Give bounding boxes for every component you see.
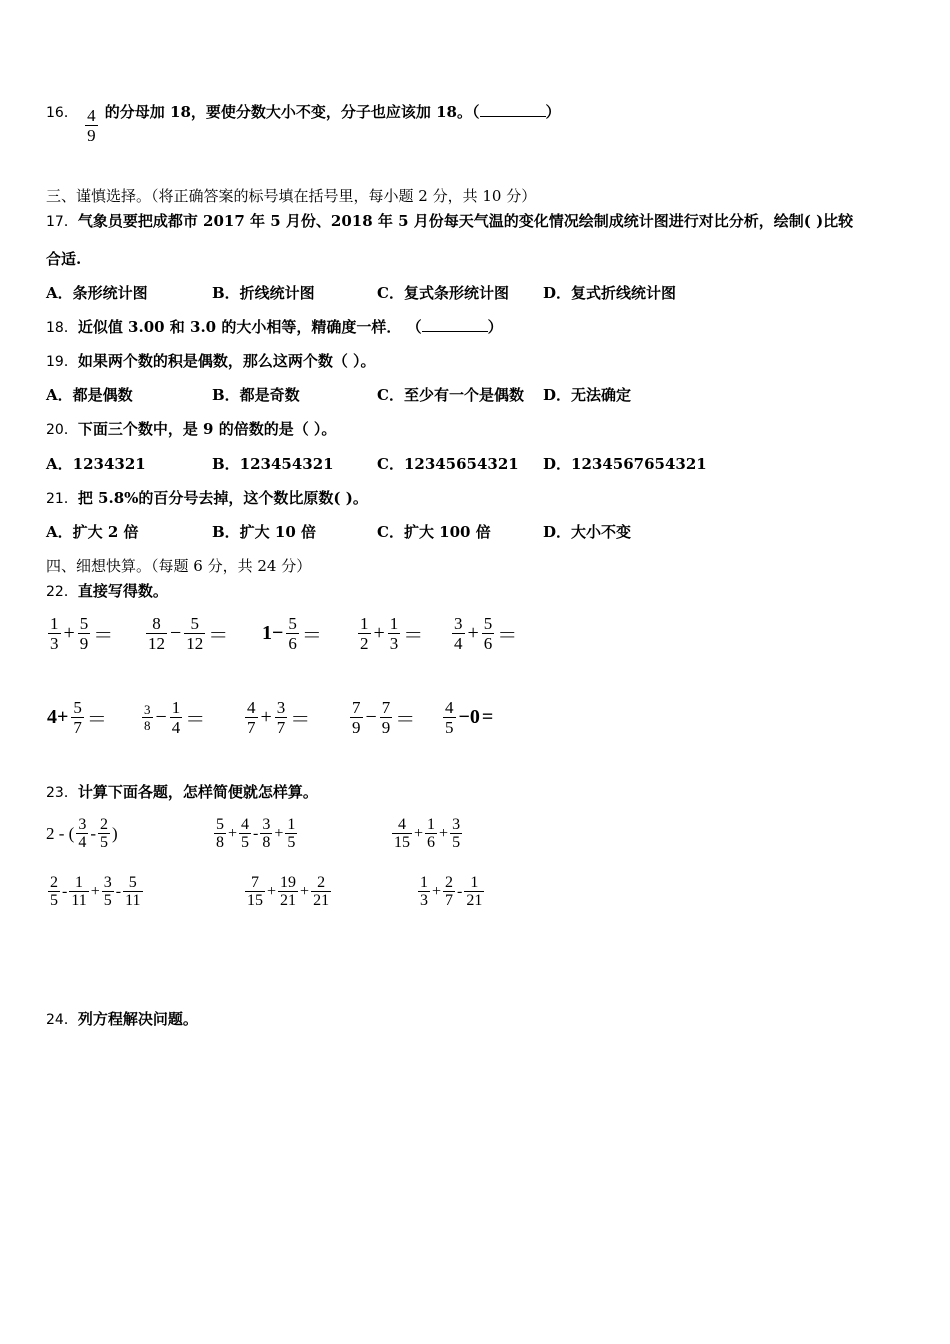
fraction: $\frac{1}{4}$	[171, 698, 181, 737]
option-a[interactable]: A．1234321	[46, 455, 146, 473]
operator: −	[155, 706, 167, 728]
calc-expression-1	[46, 816, 118, 851]
question-text: 直接写得数。	[77, 582, 168, 600]
calc-expression	[450, 614, 518, 653]
close-paren: ）	[487, 318, 503, 336]
calc-expression	[441, 698, 494, 737]
fraction: $\frac{1}{6}$	[427, 816, 436, 851]
whole-number: 4+	[47, 706, 69, 728]
fraction: $\frac{5}{12}$	[186, 614, 204, 653]
option-a[interactable]: A．扩大 2 倍	[46, 523, 139, 541]
operator: -	[457, 882, 463, 900]
expression-tail: )	[112, 823, 118, 843]
option-c[interactable]: C．复式条形统计图	[377, 284, 509, 302]
question-24	[46, 1009, 198, 1030]
calc-expression	[243, 698, 311, 737]
option-b[interactable]: B．都是奇数	[212, 386, 300, 404]
fraction: $\frac{5}{7}$	[73, 698, 82, 737]
answer-blank[interactable]	[422, 317, 488, 332]
operator: -	[90, 823, 96, 843]
option-a[interactable]: A．都是偶数	[46, 386, 133, 404]
whole-number: 1−	[262, 622, 284, 644]
option-b[interactable]: B．折线统计图	[212, 284, 315, 302]
fraction: $\frac{1}{3}$	[389, 614, 399, 653]
fraction: $\frac{3}{7}$	[276, 698, 286, 737]
question-text: 近似值 3.00 和 3.0 的大小相等，精确度一样． （	[77, 318, 422, 336]
fraction: $\frac{1}{11}$	[71, 874, 87, 909]
question-text: 把 5.8%的百分号去掉，这个数比原数( )。	[77, 489, 368, 507]
fraction: $\frac{3}{5}$	[452, 816, 461, 851]
operator: -	[115, 882, 122, 900]
question-text: 如果两个数的积是偶数，那么这两个数（ ）。	[77, 352, 376, 370]
calc-expression	[144, 614, 229, 653]
question-number: 19．	[46, 354, 78, 370]
calc-expression	[140, 698, 206, 737]
fraction	[85, 106, 98, 145]
question-17	[46, 211, 853, 232]
question-number: 16．	[46, 105, 78, 121]
question-number: 18．	[46, 320, 78, 336]
operator: +	[228, 824, 238, 842]
fraction: $\frac{2}{7}$	[445, 874, 454, 909]
question-text: 的分母加 18，要使分数大小不变，分子也应该加 18。（	[104, 103, 480, 121]
fraction: $\frac{7}{9}$	[352, 698, 361, 737]
operator: +	[467, 622, 479, 644]
question-16	[46, 102, 561, 145]
question-number: 23．	[46, 785, 78, 801]
option-a[interactable]: A．条形统计图	[46, 284, 148, 302]
operator: +	[439, 824, 449, 842]
fraction: $\frac{5}{6}$	[288, 614, 297, 653]
equals: ＝	[290, 709, 311, 731]
numerator: 4	[87, 106, 96, 125]
fraction: $\frac{7}{15}$	[247, 874, 263, 909]
operator: −0	[458, 706, 480, 728]
section-4-title: 四、细想快算。（每题 6 分，共 24 分）	[46, 557, 312, 575]
equals: ＝	[497, 625, 518, 647]
question-19	[46, 351, 376, 372]
option-c[interactable]: C．至少有一个是偶数	[377, 386, 524, 404]
calc-expression-5	[243, 874, 333, 909]
section-3-title: 三、谨慎选择。（将正确答案的标号填在括号里，每小题 2 分，共 10 分）	[46, 187, 537, 205]
calc-expression	[46, 698, 108, 737]
option-d[interactable]: D．大小不变	[543, 523, 632, 541]
calc-expression	[348, 698, 416, 737]
option-c[interactable]: C．扩大 100 倍	[377, 523, 491, 541]
fraction: $\frac{8}{12}$	[148, 614, 165, 653]
fraction: $\frac{7}{9}$	[381, 698, 391, 737]
equals: ＝	[301, 625, 322, 647]
fraction: $\frac{2}{21}$	[313, 874, 330, 909]
question-number: 22．	[46, 584, 78, 600]
fraction: $\frac{1}{21}$	[466, 874, 483, 909]
operator: −	[365, 706, 377, 728]
option-b[interactable]: B．扩大 10 倍	[212, 523, 316, 541]
option-d[interactable]: D．1234567654321	[543, 455, 707, 473]
calc-expression-6	[416, 874, 486, 909]
fraction: $\frac{3}{8}$	[262, 816, 271, 851]
question-text: 下面三个数中，是 9 的倍数的是（ ）。	[77, 420, 337, 438]
fraction: $\frac{3}{5}$	[103, 874, 112, 909]
question-number: 21．	[46, 491, 78, 507]
calc-expression	[261, 614, 323, 653]
question-number: 24．	[46, 1012, 78, 1028]
equals: ＝	[403, 625, 424, 647]
equals: ＝	[86, 709, 107, 731]
operator: −	[170, 622, 182, 644]
question-text: 计算下面各题，怎样简便就怎样算。	[77, 783, 318, 801]
question-number: 17．	[46, 214, 78, 230]
question-18	[46, 317, 503, 338]
question-21	[46, 488, 368, 509]
fraction: $\frac{4}{5}$	[241, 816, 250, 851]
calc-expression	[356, 614, 424, 653]
operator: -	[62, 882, 68, 900]
fraction: $\frac{5}{6}$	[483, 614, 493, 653]
calc-expression-4	[46, 874, 145, 909]
expression-lead: 2 - (	[46, 823, 75, 843]
calc-expression	[46, 614, 114, 653]
operator: +	[274, 824, 284, 842]
operator: +	[63, 622, 75, 644]
equals: ＝	[395, 709, 416, 731]
fraction: $\frac{19}{21}$	[280, 874, 297, 909]
equals: ＝	[93, 625, 114, 647]
fraction: $\frac{2}{5}$	[100, 816, 108, 851]
fraction: $\frac{5}{11}$	[125, 874, 141, 909]
answer-blank[interactable]	[480, 102, 546, 117]
question-22	[46, 581, 168, 602]
fraction: $\frac{4}{5}$	[445, 698, 454, 737]
operator: +	[267, 882, 277, 900]
fraction: $\frac{5}{8}$	[216, 816, 224, 851]
fraction: $\frac{3}{4}$	[454, 614, 463, 653]
equals: ＝	[185, 709, 206, 731]
operator: +	[414, 824, 424, 842]
question-text: 列方程解决问题。	[77, 1010, 198, 1028]
question-17-cont: 合适.	[46, 250, 82, 268]
fraction: $\frac{1}{2}$	[360, 614, 369, 653]
question-23	[46, 782, 318, 803]
close-paren: ）	[545, 103, 561, 121]
operator: +	[373, 622, 385, 644]
operator: +	[90, 882, 100, 900]
calc-expression-3	[390, 816, 464, 851]
option-b[interactable]: B．123454321	[212, 455, 334, 473]
operator: +	[432, 882, 442, 900]
operator: +	[300, 882, 310, 900]
question-number: 20．	[46, 422, 78, 438]
fraction: $\frac{3}{4}$	[78, 816, 87, 851]
option-d[interactable]: D．复式折线统计图	[543, 284, 677, 302]
option-d[interactable]: D．无法确定	[543, 386, 632, 404]
fraction: $\frac{5}{9}$	[79, 614, 89, 653]
fraction: $\frac{4}{7}$	[247, 698, 256, 737]
question-text: 气象员要把成都市 2017 年 5 月份、2018 年 5 月份每天气温的变化情况绘制成统计图进行对比分析，绘制( )比较	[77, 212, 854, 230]
denominator: 9	[87, 126, 96, 145]
question-20	[46, 419, 336, 440]
fraction: $\frac{1}{5}$	[287, 816, 296, 851]
equals: =	[481, 706, 494, 728]
fraction: $\frac{4}{15}$	[394, 816, 410, 851]
operator: +	[260, 706, 272, 728]
operator: -	[253, 824, 259, 842]
option-c[interactable]: C．12345654321	[377, 455, 519, 473]
fraction: $\frac{2}{5}$	[50, 874, 58, 909]
equals: ＝	[208, 625, 229, 647]
fraction: $\frac{1}{3}$	[50, 614, 59, 653]
fraction: $\frac{1}{3}$	[420, 874, 428, 909]
calc-expression-2	[212, 816, 299, 851]
fraction: $\frac{3}{8}$	[144, 702, 151, 733]
